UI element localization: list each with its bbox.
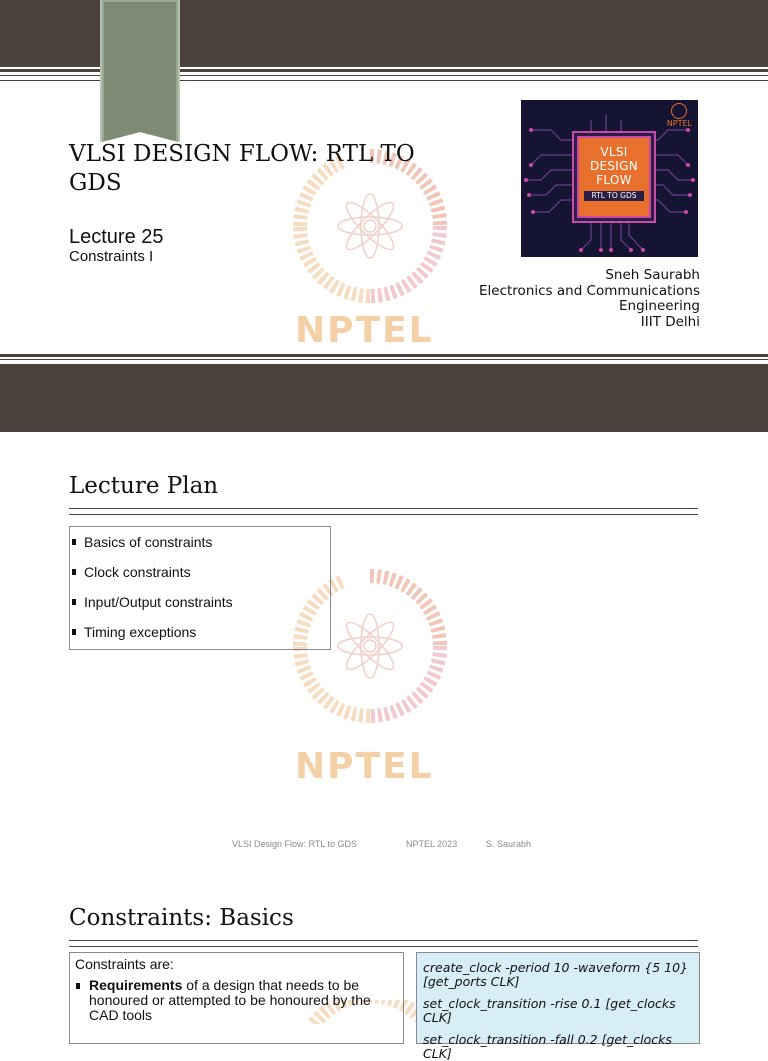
footer-course: VLSI Design Flow: RTL to GDS (232, 839, 358, 849)
author-block (440, 268, 700, 330)
course-title: VLSI DESIGN FLOW: RTL TO GDS (69, 141, 415, 196)
bullet-icon (76, 983, 80, 989)
footer-author: S. Saurabh (486, 839, 532, 849)
code-example-box (416, 952, 700, 1061)
list-item (70, 623, 330, 653)
bookmark-ribbon (102, 0, 178, 142)
title-underline (69, 940, 698, 941)
slide-title: Lecture Plan (69, 473, 219, 499)
slide-divider-band (0, 364, 768, 432)
footer-rule (0, 354, 768, 357)
logo-line: DESIGN (589, 159, 639, 173)
nptel-logo-text: NPTEL (666, 119, 692, 128)
list-item (70, 563, 330, 593)
code-line: create_clock -period 10 -waveform {5 10} [get_ports CLK] (423, 960, 689, 989)
author-department: Electronics and Communications (479, 282, 700, 299)
lecture-number: Lecture 25 (69, 226, 164, 248)
list-item-text: Basics of constraints (84, 534, 213, 550)
bullet-icon (72, 539, 76, 545)
emphasis-text: Requirements (89, 977, 183, 993)
list-item-text: Clock constraints (84, 564, 191, 580)
author-department-cont: Engineering (619, 298, 700, 314)
list-item (70, 972, 403, 1023)
lecture-subtitle: Constraints I (69, 248, 154, 265)
footer-rule-thin (0, 359, 768, 360)
logo-line: FLOW (596, 173, 632, 187)
list-item (70, 533, 330, 563)
logo-subtitle: RTL TO GDS (584, 191, 644, 201)
logo-line: VLSI (600, 145, 628, 159)
constraints-definition-box (69, 952, 404, 1044)
bullet-icon (72, 569, 76, 575)
bullet-icon (72, 629, 76, 635)
title-underline (69, 508, 698, 509)
nptel-watermark-text: NPTEL (295, 746, 434, 787)
footer-org: NPTEL 2023 (406, 839, 458, 849)
list-item-text: Timing exceptions (84, 624, 197, 640)
author-institute: IIIT Delhi (640, 313, 700, 330)
code-line: set_clock_transition -rise 0.1 [get_clocks CLK] (423, 996, 676, 1025)
intro-text: Constraints are: (75, 956, 174, 972)
lecture-plan-box (69, 526, 331, 650)
slide-title: Constraints: Basics (69, 905, 294, 931)
course-logo (521, 100, 698, 257)
title-underline (69, 514, 698, 515)
title-underline (69, 946, 698, 947)
list-item (70, 593, 330, 623)
list-item-text: Input/Output constraints (84, 594, 233, 610)
author-name: Sneh Saurabh (605, 267, 700, 283)
list-item-text: of a design that needs to be honoured or attempted to be honoured by the CAD tools (89, 977, 371, 1023)
bullet-icon (72, 599, 76, 605)
nptel-logo-icon (667, 103, 692, 128)
code-line: set_clock_transition -fall 0.2 [get_clocks CLK] (423, 1032, 672, 1061)
nptel-watermark-text: NPTEL (295, 310, 434, 351)
chip-icon (577, 136, 651, 218)
